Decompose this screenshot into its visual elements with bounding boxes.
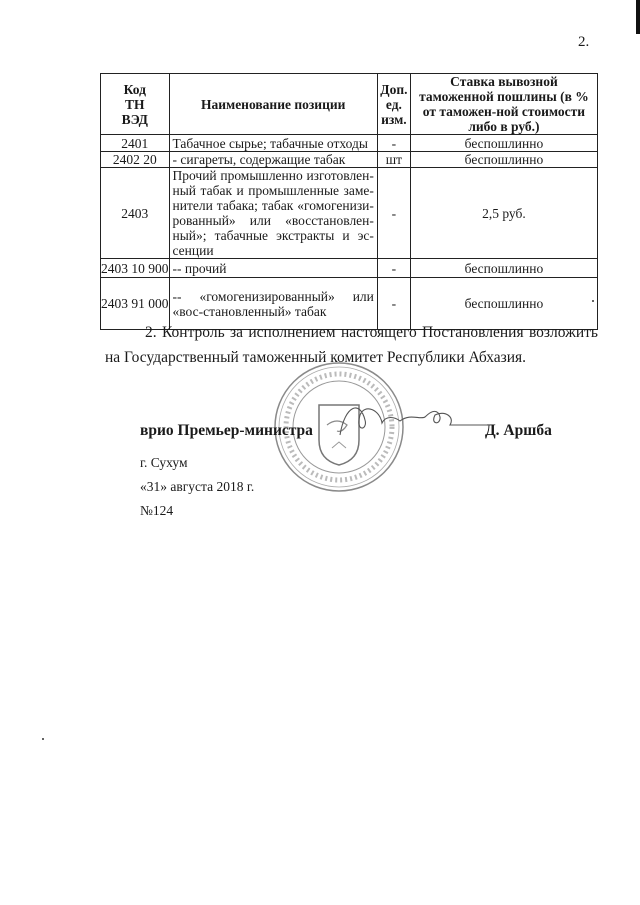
cell-rate: беспошлинно	[410, 135, 597, 152]
signatory-title: врио Премьер-министра	[140, 422, 313, 439]
cell-code: 2402 20	[101, 152, 170, 168]
cell-unit: -	[377, 278, 410, 330]
table-row	[101, 152, 598, 168]
cell-rate: беспошлинно	[410, 152, 597, 168]
cell-code: 2401	[101, 135, 170, 152]
header-unit: Доп. ед. изм.	[377, 74, 410, 135]
scan-speck	[42, 738, 44, 740]
handwritten-signature-icon	[320, 395, 490, 445]
cell-unit: шт	[377, 152, 410, 168]
cell-name: -- «гомогенизированный» или «вос-становленный» табак	[169, 278, 377, 330]
cell-rate: беспошлинно	[410, 278, 597, 330]
cell-code: 2403	[101, 168, 170, 259]
table-header-row	[101, 74, 598, 135]
cell-name: - сигареты, содержащие табак	[169, 152, 377, 168]
cell-name: Табачное сырье; табачные отходы	[169, 135, 377, 152]
date: «31» августа 2018 г.	[140, 479, 255, 494]
control-paragraph: 2. Контроль за исполнением настоящего Постановления возложить на Государственный таможенный комитет Республики Абхазия.	[105, 324, 598, 366]
cell-name: -- прочий	[169, 259, 377, 278]
header-name: Наименование позиции	[169, 74, 377, 135]
cell-rate: беспошлинно	[410, 259, 597, 278]
header-code: Код ТН ВЭД	[101, 74, 170, 135]
cell-name: Прочий промышленно изготовлен-ный табак и промышленные заме-нители табака; табак «гомогенизи-рованный» или «восстановлен-ный»; табачные экстракты и эс-сенции	[169, 168, 377, 259]
cell-unit: -	[377, 259, 410, 278]
customs-duty-table	[100, 73, 598, 330]
cell-code: 2403 10 900	[101, 260, 169, 276]
cell-code: 2403 91 000	[101, 278, 170, 330]
cell-unit: -	[377, 168, 410, 259]
scan-edge-mark	[636, 0, 640, 34]
table-row	[101, 168, 598, 259]
table-row	[101, 135, 598, 152]
document-number: №124	[140, 503, 174, 518]
signatory-name: Д. Аршба	[485, 422, 552, 439]
cell-unit: -	[377, 135, 410, 152]
table-row	[101, 259, 598, 278]
page-number: 2.	[578, 34, 590, 50]
place: г. Сухум	[140, 455, 188, 470]
scan-speck	[592, 300, 594, 302]
cell-rate: 2,5 руб.	[410, 168, 597, 259]
header-rate: Ставка вывозной таможенной пошлины (в % от таможен-ной стоимости либо в руб.)	[410, 74, 597, 135]
